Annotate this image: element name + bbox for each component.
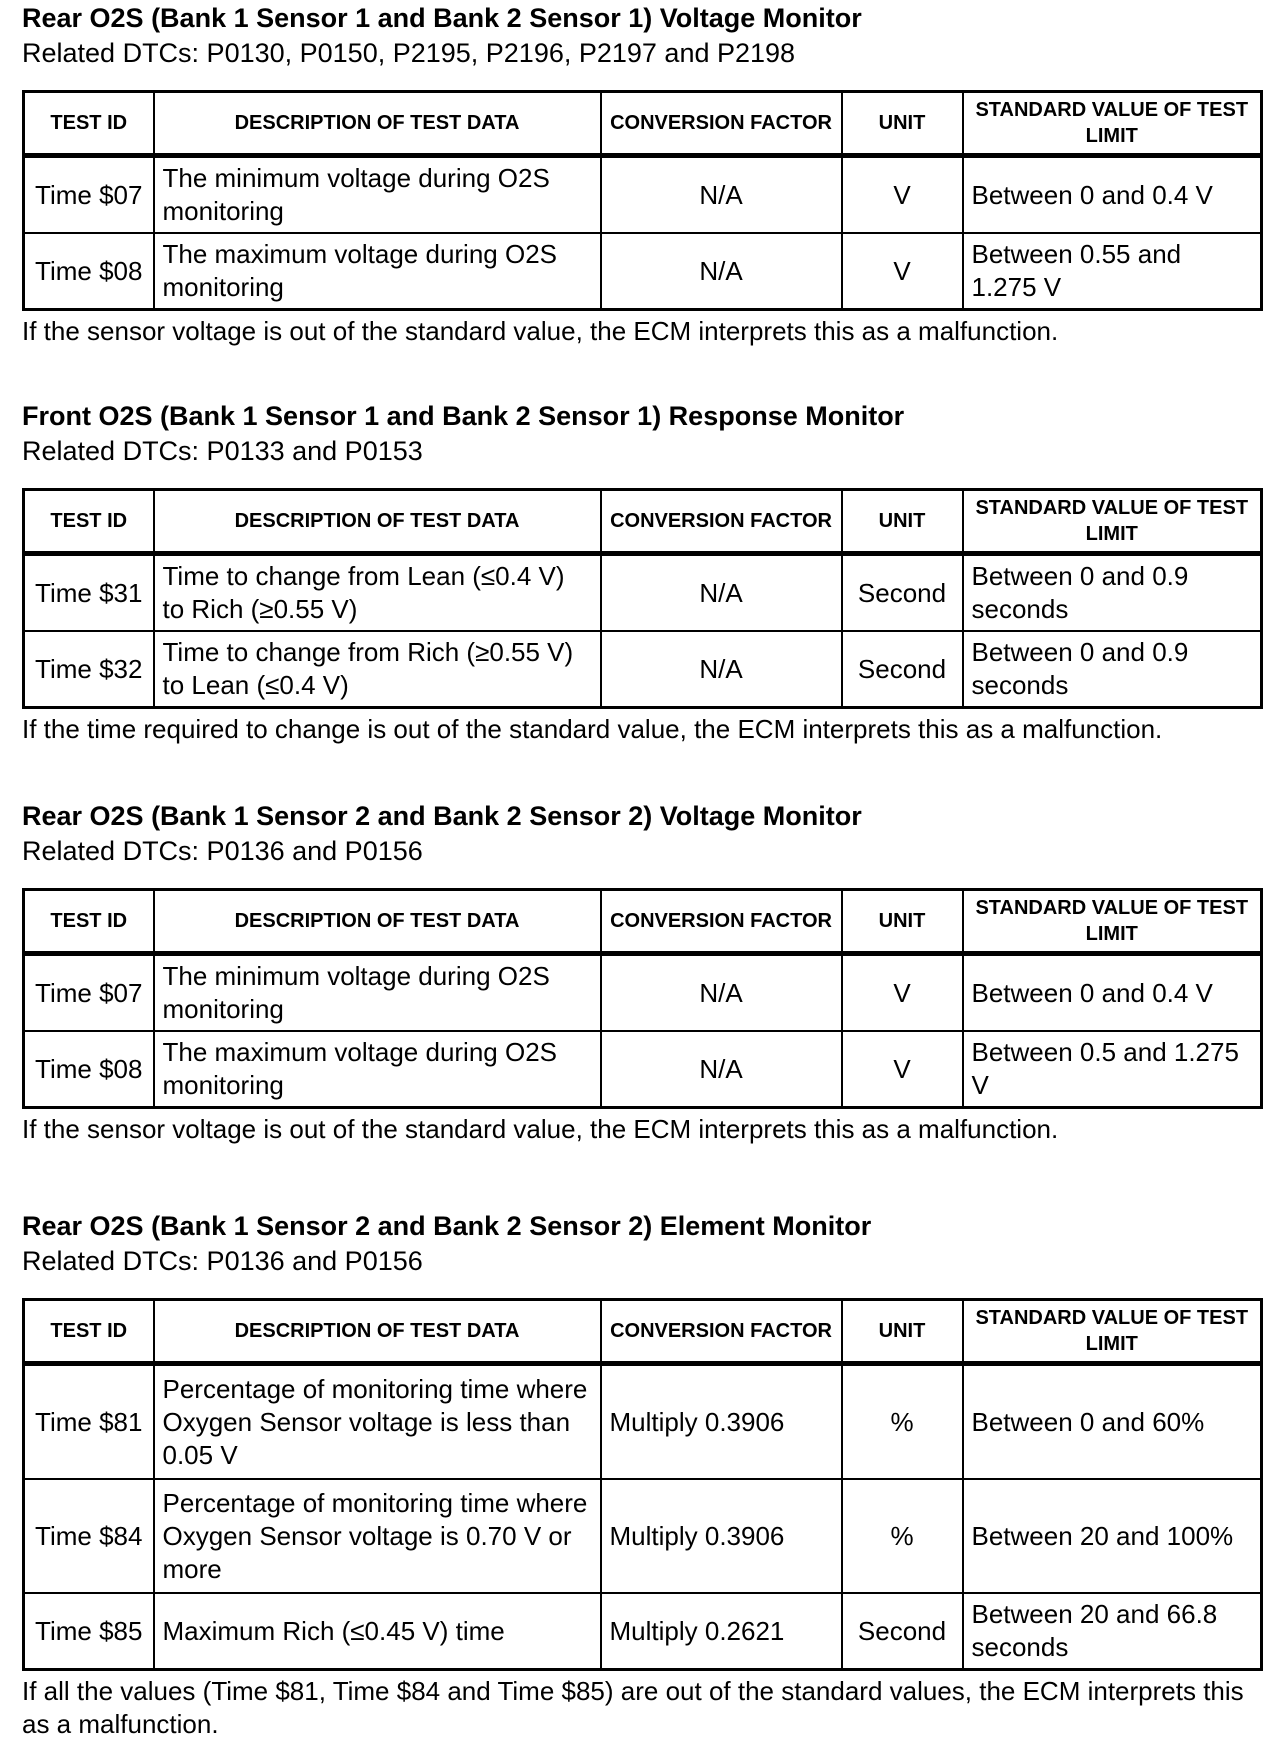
table-header-row <box>24 890 1262 954</box>
description-cell: Time to change from Lean (≤0.4 V) to Rich (≥0.55 V) <box>154 554 601 632</box>
header-test-id: TEST ID <box>24 890 154 954</box>
header-conversion-factor: CONVERSION FACTOR <box>601 92 842 156</box>
header-standard-value: STANDARD VALUE OF TEST LIMIT <box>963 890 1262 954</box>
header-conversion-factor: CONVERSION FACTOR <box>601 1300 842 1364</box>
test-id-cell: Time $07 <box>24 954 154 1032</box>
table-row <box>24 233 1262 310</box>
test-data-table <box>22 488 1263 709</box>
standard-value-cell: Between 0.55 and 1.275 V <box>963 233 1262 310</box>
standard-value-cell: Between 0 and 60% <box>963 1364 1262 1480</box>
description-cell: Time to change from Rich (≥0.55 V) to Lean (≤0.4 V) <box>154 631 601 708</box>
table-row <box>24 1364 1262 1480</box>
test-id-cell: Time $07 <box>24 156 154 234</box>
table-row <box>24 631 1262 708</box>
section-title: Front O2S (Bank 1 Sensor 1 and Bank 2 Sensor 1) Response Monitor <box>22 401 905 431</box>
test-id-cell: Time $08 <box>24 233 154 310</box>
test-data-table <box>22 888 1263 1109</box>
unit-cell: Second <box>842 554 963 632</box>
section-note: If the time required to change is out of the standard value, the ECM interprets this as a malfunction. <box>22 714 1163 744</box>
related-dtcs: Related DTCs: P0130, P0150, P2195, P2196, P2197 and P2198 <box>22 38 796 68</box>
header-description: DESCRIPTION OF TEST DATA <box>154 890 601 954</box>
test-id-cell: Time $81 <box>24 1364 154 1480</box>
conversion-factor-cell: N/A <box>601 554 842 632</box>
unit-cell: V <box>842 156 963 234</box>
description-cell: The maximum voltage during O2S monitoring <box>154 1031 601 1108</box>
conversion-factor-cell: N/A <box>601 631 842 708</box>
monitor-section <box>22 800 1262 1146</box>
standard-value-cell: Between 0 and 0.9 seconds <box>963 631 1262 708</box>
unit-cell: Second <box>842 631 963 708</box>
header-unit: UNIT <box>842 890 963 954</box>
header-unit: UNIT <box>842 490 963 554</box>
header-unit: UNIT <box>842 92 963 156</box>
unit-cell: Second <box>842 1593 963 1670</box>
test-id-cell: Time $84 <box>24 1479 154 1593</box>
description-cell: The minimum voltage during O2S monitoring <box>154 156 601 234</box>
header-conversion-factor: CONVERSION FACTOR <box>601 890 842 954</box>
header-standard-value: STANDARD VALUE OF TEST LIMIT <box>963 490 1262 554</box>
description-cell: Percentage of monitoring time where Oxygen Sensor voltage is 0.70 V or more <box>154 1479 601 1593</box>
conversion-factor-cell: Multiply 0.3906 <box>601 1364 842 1480</box>
test-data-table <box>22 90 1263 311</box>
header-test-id: TEST ID <box>24 1300 154 1364</box>
header-description: DESCRIPTION OF TEST DATA <box>154 1300 601 1364</box>
description-cell: Percentage of monitoring time where Oxygen Sensor voltage is less than 0.05 V <box>154 1364 601 1480</box>
test-id-cell: Time $85 <box>24 1593 154 1670</box>
monitor-section <box>22 1210 1262 1741</box>
related-dtcs: Related DTCs: P0136 and P0156 <box>22 836 423 866</box>
standard-value-cell: Between 20 and 100% <box>963 1479 1262 1593</box>
description-cell: The maximum voltage during O2S monitoring <box>154 233 601 310</box>
section-title: Rear O2S (Bank 1 Sensor 2 and Bank 2 Sensor 2) Voltage Monitor <box>22 801 862 831</box>
table-row <box>24 1031 1262 1108</box>
test-data-table <box>22 1298 1263 1671</box>
header-test-id: TEST ID <box>24 490 154 554</box>
table-row <box>24 1479 1262 1593</box>
unit-cell: V <box>842 233 963 310</box>
test-id-cell: Time $32 <box>24 631 154 708</box>
conversion-factor-cell: Multiply 0.3906 <box>601 1479 842 1593</box>
description-cell: The minimum voltage during O2S monitoring <box>154 954 601 1032</box>
test-id-cell: Time $08 <box>24 1031 154 1108</box>
table-header-row <box>24 1300 1262 1364</box>
table-row <box>24 1593 1262 1670</box>
conversion-factor-cell: N/A <box>601 1031 842 1108</box>
header-test-id: TEST ID <box>24 92 154 156</box>
unit-cell: % <box>842 1479 963 1593</box>
related-dtcs: Related DTCs: P0133 and P0153 <box>22 436 423 466</box>
header-description: DESCRIPTION OF TEST DATA <box>154 92 601 156</box>
test-id-cell: Time $31 <box>24 554 154 632</box>
table-row <box>24 156 1262 234</box>
table-header-row <box>24 92 1262 156</box>
header-standard-value: STANDARD VALUE OF TEST LIMIT <box>963 92 1262 156</box>
standard-value-cell: Between 0.5 and 1.275 V <box>963 1031 1262 1108</box>
header-standard-value: STANDARD VALUE OF TEST LIMIT <box>963 1300 1262 1364</box>
conversion-factor-cell: N/A <box>601 156 842 234</box>
section-note: If the sensor voltage is out of the standard value, the ECM interprets this as a malfunction. <box>22 1114 1059 1144</box>
unit-cell: V <box>842 954 963 1032</box>
unit-cell: % <box>842 1364 963 1480</box>
section-title: Rear O2S (Bank 1 Sensor 2 and Bank 2 Sensor 2) Element Monitor <box>22 1211 872 1241</box>
header-description: DESCRIPTION OF TEST DATA <box>154 490 601 554</box>
table-row <box>24 954 1262 1032</box>
standard-value-cell: Between 0 and 0.9 seconds <box>963 554 1262 632</box>
related-dtcs: Related DTCs: P0136 and P0156 <box>22 1246 423 1276</box>
description-cell: Maximum Rich (≤0.45 V) time <box>154 1593 601 1670</box>
header-conversion-factor: CONVERSION FACTOR <box>601 490 842 554</box>
standard-value-cell: Between 0 and 0.4 V <box>963 954 1262 1032</box>
header-unit: UNIT <box>842 1300 963 1364</box>
conversion-factor-cell: N/A <box>601 954 842 1032</box>
section-title: Rear O2S (Bank 1 Sensor 1 and Bank 2 Sensor 1) Voltage Monitor <box>22 3 862 33</box>
section-note: If all the values (Time $81, Time $84 and Time $85) are out of the standard values, the ECM interprets this as a malfunction. <box>22 1676 1244 1739</box>
section-note: If the sensor voltage is out of the standard value, the ECM interprets this as a malfunction. <box>22 316 1059 346</box>
conversion-factor-cell: Multiply 0.2621 <box>601 1593 842 1670</box>
standard-value-cell: Between 0 and 0.4 V <box>963 156 1262 234</box>
monitor-section <box>22 2 1262 348</box>
standard-value-cell: Between 20 and 66.8 seconds <box>963 1593 1262 1670</box>
unit-cell: V <box>842 1031 963 1108</box>
conversion-factor-cell: N/A <box>601 233 842 310</box>
table-header-row <box>24 490 1262 554</box>
table-row <box>24 554 1262 632</box>
monitor-section <box>22 400 1262 746</box>
